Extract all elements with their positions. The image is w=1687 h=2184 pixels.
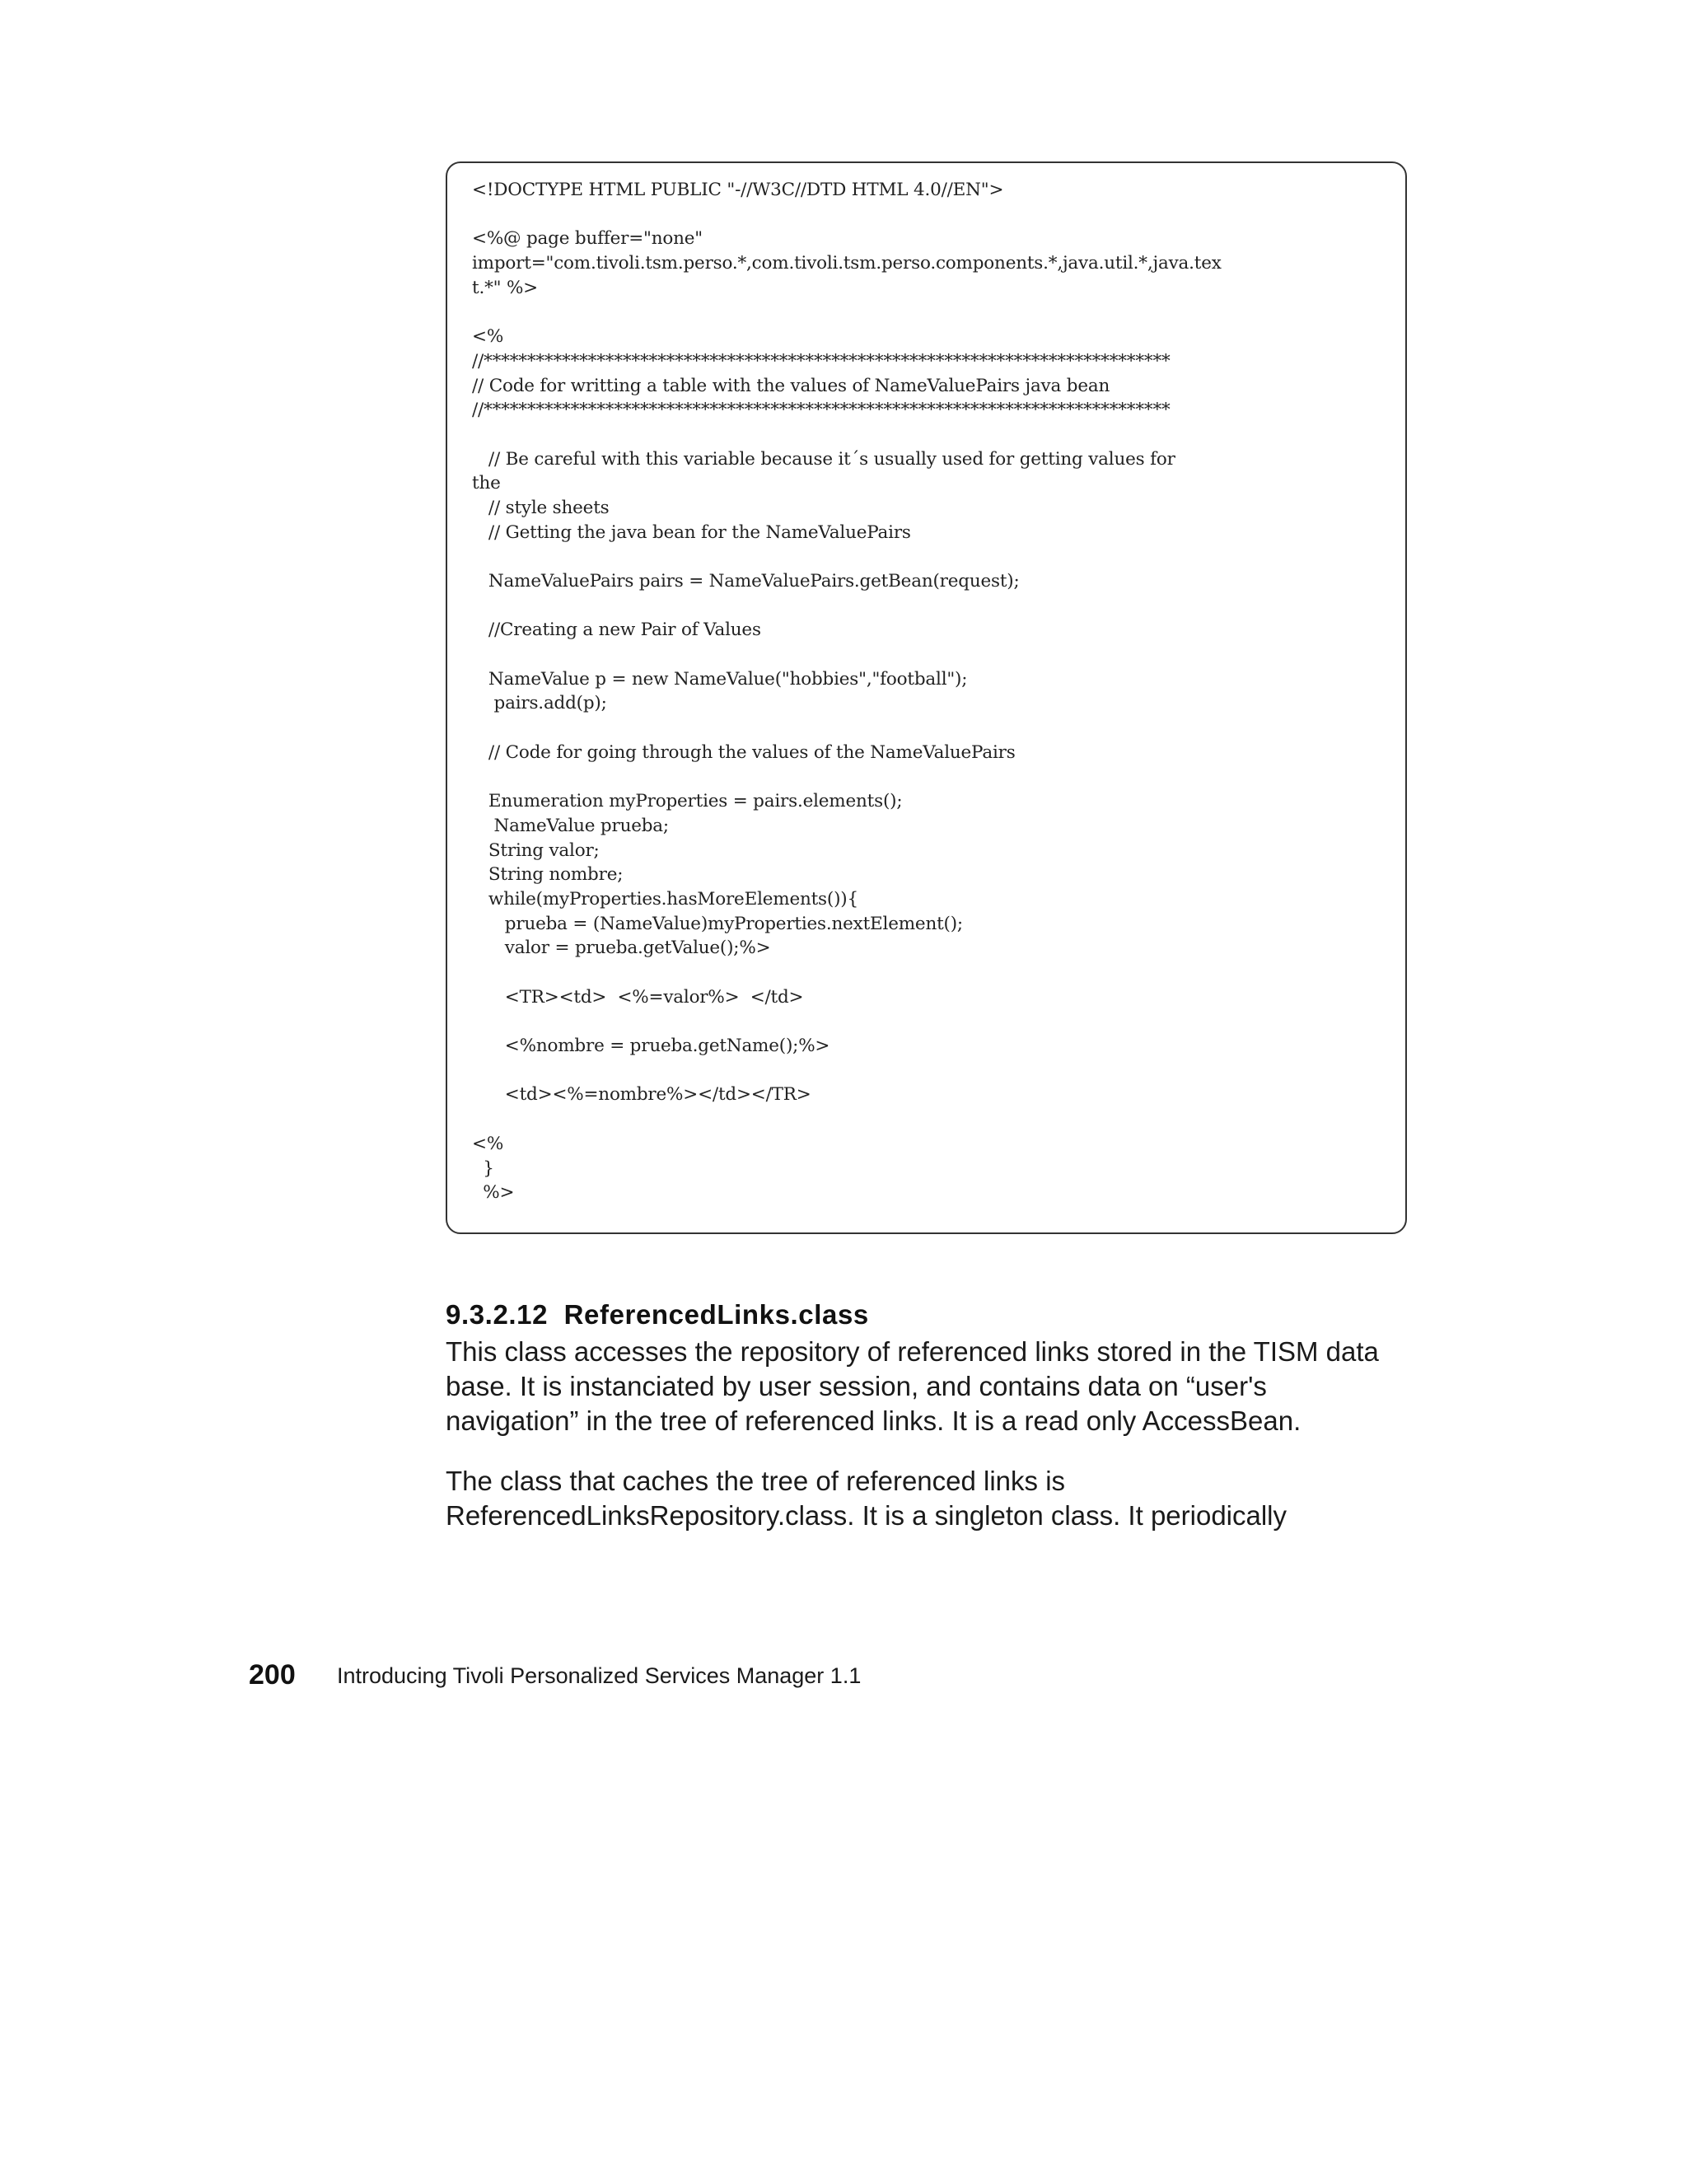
code-line: <%nombre = prueba.getName();%> bbox=[472, 1036, 830, 1057]
code-line: // style sheets bbox=[472, 497, 610, 518]
book-title: Introducing Tivoli Personalized Services Manager 1.1 bbox=[337, 1663, 862, 1688]
code-line bbox=[472, 765, 1222, 790]
code-line: NameValue prueba; bbox=[472, 815, 669, 836]
code-line: String nombre; bbox=[472, 864, 624, 886]
code-line: while(myProperties.hasMoreElements()){ bbox=[472, 888, 858, 910]
code-line: // Getting the java bean for the NameValuePairs bbox=[472, 521, 911, 543]
code-line bbox=[472, 594, 1222, 619]
paragraph-line: navigation” in the tree of referenced links. It is a read only AccessBean. bbox=[446, 1405, 1301, 1436]
paragraph-2 bbox=[446, 1464, 1287, 1533]
code-line: <% bbox=[472, 1133, 504, 1154]
code-listing-box bbox=[446, 161, 1407, 1234]
code-line: // Code for writting a table with the values of NameValuePairs java bean bbox=[472, 375, 1110, 396]
code-line: NameValue p = new NameValue("hobbies","football"); bbox=[472, 668, 968, 690]
code-line bbox=[472, 300, 1222, 325]
code-line bbox=[472, 1059, 1222, 1083]
code-line: <TR><td> <%=valor%> </td> bbox=[472, 986, 804, 1008]
code-line bbox=[472, 203, 1222, 227]
paragraph-line: This class accesses the repository of referenced links stored in the TISM data bbox=[446, 1336, 1379, 1367]
code-line bbox=[472, 716, 1222, 741]
code-line: import="com.tivoli.tsm.perso.*,com.tivoli.tsm.perso.components.*,java.util.*,java.tex bbox=[472, 253, 1222, 274]
paragraph-line: base. It is instanciated by user session, and contains data on “user's bbox=[446, 1371, 1267, 1401]
page-number: 200 bbox=[249, 1659, 296, 1691]
code-line bbox=[472, 1009, 1222, 1034]
code-line: <%@ page buffer="none" bbox=[472, 228, 703, 250]
code-line: the bbox=[472, 473, 501, 494]
code-line: } bbox=[472, 1157, 494, 1179]
code-line: String valor; bbox=[472, 839, 600, 861]
code-line: //******************************************************************************* bbox=[472, 400, 1171, 421]
code-line: // Be careful with this variable because it´s usually used for getting values for bbox=[472, 448, 1175, 470]
code-line: Enumeration myProperties = pairs.elements(); bbox=[472, 791, 903, 812]
code-line: %> bbox=[472, 1182, 515, 1204]
code-line: //******************************************************************************* bbox=[472, 350, 1171, 372]
paragraph-line: ReferencedLinksRepository.class. It is a singleton class. It periodically bbox=[446, 1500, 1287, 1531]
code-line: pairs.add(p); bbox=[472, 693, 607, 714]
code-line: valor = prueba.getValue();%> bbox=[472, 938, 771, 959]
code-line: prueba = (NameValue)myProperties.nextElement(); bbox=[472, 913, 963, 934]
code-line: NameValuePairs pairs = NameValuePairs.getBean(request); bbox=[472, 571, 1020, 592]
code-line bbox=[472, 545, 1222, 569]
code-line bbox=[472, 423, 1222, 447]
code-listing bbox=[472, 178, 1222, 1205]
code-line bbox=[472, 643, 1222, 667]
code-line: <!DOCTYPE HTML PUBLIC "-//W3C//DTD HTML 4.0//EN"> bbox=[472, 180, 1004, 200]
code-line bbox=[472, 961, 1222, 985]
paragraph-line: The class that caches the tree of referenced links is bbox=[446, 1466, 1066, 1496]
paragraph-1 bbox=[446, 1335, 1379, 1438]
code-line: <td><%=nombre%></td></TR> bbox=[472, 1084, 811, 1106]
section-heading: 9.3.2.12 ReferencedLinks.class bbox=[446, 1299, 869, 1330]
code-line: // Code for going through the values of the NameValuePairs bbox=[472, 741, 1016, 763]
code-line bbox=[472, 1107, 1222, 1132]
code-line: t.*" %> bbox=[472, 277, 538, 298]
code-line: //Creating a new Pair of Values bbox=[472, 620, 761, 641]
code-line: <% bbox=[472, 326, 504, 348]
